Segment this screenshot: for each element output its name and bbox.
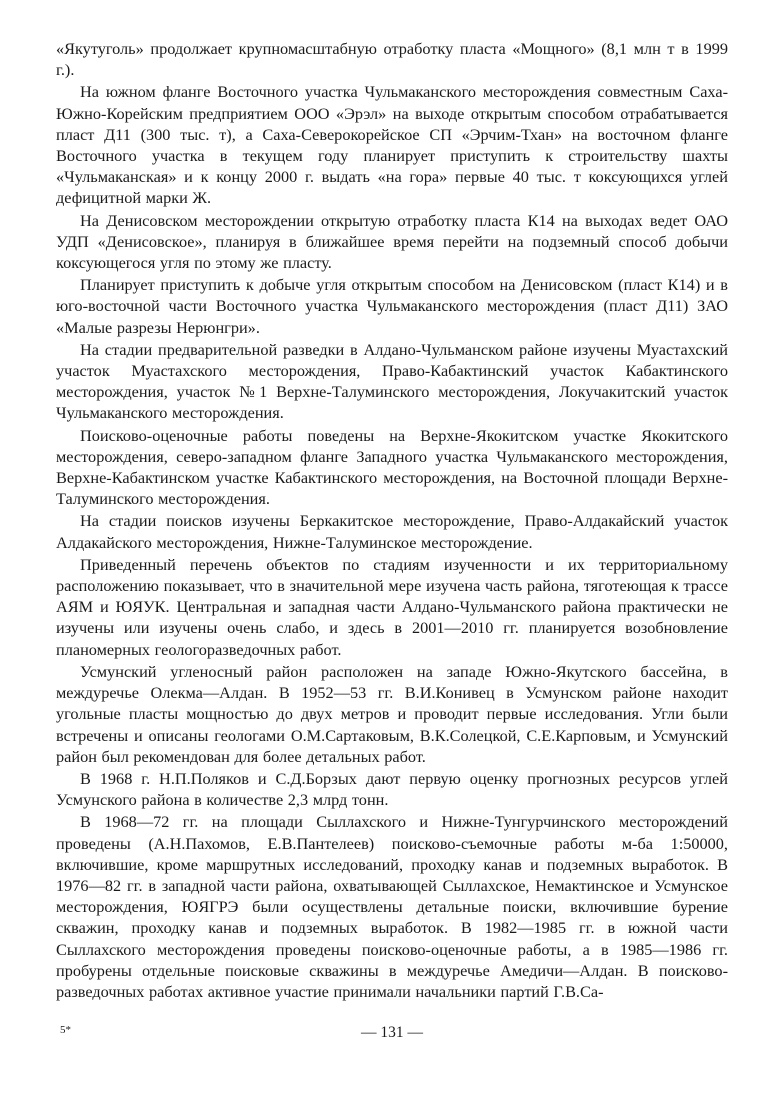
page-text bbox=[56, 38, 728, 1002]
paragraph: На стадии предварительной разведки в Алдано-Чульманском районе изучены Муастахский участок Муастахского месторождения, Право-Кабактинский участок Кабактинского месторождения, участок №1 Верхне-Талуминского месторождения, Локучакитский участок Чульмаканского месторождения. bbox=[56, 339, 728, 423]
paragraph: На стадии поисков изучены Беркакитское месторождение, Право-Алдакайский участок Алдакайского месторождения, Нижне-Талуминское месторождение. bbox=[56, 511, 728, 552]
paragraph: «Якутуголь» продолжает крупномасштабную отработку пласта «Мощного» (8,1 млн т в 1999 г.). bbox=[56, 39, 728, 80]
signature-mark: 5* bbox=[60, 1024, 71, 1036]
paragraph: Поисково-оценочные работы поведены на Верхне-Якокитском участке Якокитского месторождения, северо-западном фланге Западного участка Чульмаканского месторождения, Верхне-Кабактинском участке Кабактинского месторождения, на Восточной площади Верхне-Талуминского месторождения. bbox=[56, 425, 728, 509]
paragraph: На южном фланге Восточного участка Чульмаканского месторождения совместным Саха-Южно-Корейским предприятием ООО «Эрэл» на выходе открытым способом отрабатывается пласт Д11 (300 тыс. т), а Саха-Северокорейское СП «Эрчим-Тхан» на восточном фланге Восточного участка в текущем году планирует приступить к строительству шахты «Чульмаканская» и к концу 2000 г. выдать «на гора» первые 40 тыс. т коксующихся углей дефицитной марки Ж. bbox=[56, 82, 728, 208]
paragraph: Усмунский угленосный район расположен на западе Южно-Якутского бассейна, в междуречье Олекма—Алдан. В 1952—53 гг. В.И.Конивец в Усмунском районе находит угольные пласты мощностью до двух метров и проводит первые исследования. Угли были встречены и описаны геологами О.М.Сартаковым, В.К.Солецкой, С.Е.Карповым, и Усмунский район был рекомендован для более детальных работ. bbox=[56, 661, 728, 766]
page-footer bbox=[56, 1024, 728, 1046]
paragraph: В 1968 г. Н.П.Поляков и С.Д.Борзых дают первую оценку прогнозных ресурсов углей Усмунского района в количестве 2,3 млрд тонн. bbox=[56, 768, 728, 810]
paragraph: В 1968—72 гг. на площади Сыллахского и Нижне-Тунгурчинского месторождений проведены (А.Н.Пахомов, Е.В.Пантелеев) поисково-съемочные работы м-ба 1:50000, включившие, кроме маршрутных исследований, проходку канав и подземных выработок. В 1976—82 гг. в западной части района, охватывающей Сыллахское, Немактинское и Усмунское месторождения, ЮЯГРЭ были осуществлены детальные поиски, включившие бурение скважин, проходку канав и подземных выработок. В 1982—1985 гг. в южной части Сыллахского месторождения проведены поисково-оценочные работы, а в 1985—1986 гг. пробурены отдельные поисковые скважины в междуречье Амедичи—Алдан. В поисково-разведочных работах активное участие принимали начальники партий Г.В.Са- bbox=[56, 812, 728, 1001]
paragraph: Планирует приступить к добыче угля открытым способом на Денисовском (пласт К14) и в юго-восточной части Восточного участка Чульмаканского месторождения (пласт Д11) ЗАО «Малые разрезы Нерюнгри». bbox=[56, 275, 728, 337]
paragraph: Приведенный перечень объектов по стадиям изученности и их территориальному расположению показывает, что в значительной мере изучена часть района, тяготеющая к трассе АЯМ и ЮЯУК. Центральная и западная части Алдано-Чульманского района практически не изучены или изучены очень слабо, и здесь в 2001—2010 гг. планируется возобновление планомерных геологоразведочных работ. bbox=[56, 554, 728, 659]
page-number: — 131 — bbox=[361, 1024, 423, 1041]
paragraph: На Денисовском месторождении открытую отработку пласта К14 на выходах ведет ОАО УДП «Денисовское», планируя в ближайшее время перейти на подземный способ добычи коксующегося угля по этому же пласту. bbox=[56, 210, 728, 273]
